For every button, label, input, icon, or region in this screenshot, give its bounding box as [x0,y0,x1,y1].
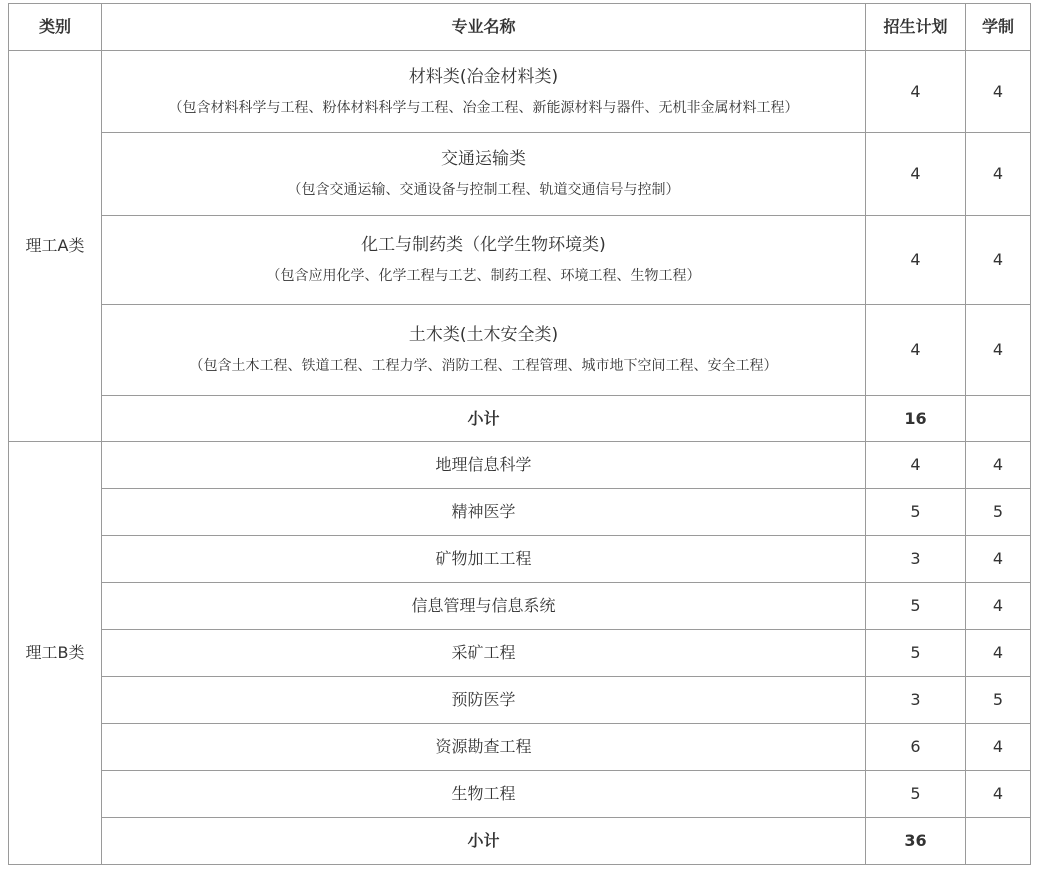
table-row [9,489,1031,536]
header-years: 学制 [966,4,1031,51]
major-name: 矿物加工工程 [102,536,866,583]
major-cell [102,51,866,133]
major-name: 土木类(土木安全类) [408,325,559,345]
header-category: 类别 [9,4,102,51]
major-name: 生物工程 [102,771,866,818]
major-name: 资源勘查工程 [102,724,866,771]
table-row [9,677,1031,724]
subtotal-years [966,396,1031,442]
years-cell: 4 [966,583,1031,630]
major-includes: （包含应用化学、化学工程与工艺、制药工程、环境工程、生物工程） [266,268,701,284]
years-cell: 5 [966,489,1031,536]
major-name: 交通运输类 [441,149,526,169]
table-row [9,51,1031,133]
subtotal-plan: 16 [866,396,966,442]
plan-cell: 4 [866,133,966,216]
admission-plan-table [8,3,1031,865]
plan-cell: 5 [866,489,966,536]
header-major: 专业名称 [102,4,866,51]
plan-cell: 4 [866,51,966,133]
years-cell: 4 [966,771,1031,818]
years-cell: 4 [966,442,1031,489]
major-name: 材料类(冶金材料类) [408,66,559,87]
subtotal-label: 小计 [102,818,866,865]
major-cell [102,133,866,216]
category-cell: 理工A类 [9,51,102,442]
table-row [9,724,1031,771]
subtotal-plan: 36 [866,818,966,865]
major-cell [102,305,866,396]
table-row [9,133,1031,216]
table-row [9,305,1031,396]
table-row [9,583,1031,630]
header-plan: 招生计划 [866,4,966,51]
major-cell [102,216,866,305]
plan-cell: 6 [866,724,966,771]
major-includes: （包含材料科学与工程、粉体材料科学与工程、冶金工程、新能源材料与器件、无机非金属材料工程） [168,99,799,116]
years-cell: 5 [966,677,1031,724]
plan-cell: 5 [866,583,966,630]
plan-cell: 4 [866,305,966,396]
major-includes: （包含土木工程、铁道工程、工程力学、消防工程、工程管理、城市地下空间工程、安全工程） [189,358,778,374]
plan-cell: 3 [866,677,966,724]
years-cell: 4 [966,305,1031,396]
major-name: 精神医学 [102,489,866,536]
years-cell: 4 [966,51,1031,133]
table-row [9,630,1031,677]
major-name: 预防医学 [102,677,866,724]
major-name: 采矿工程 [102,630,866,677]
subtotal-years [966,818,1031,865]
years-cell: 4 [966,536,1031,583]
years-cell: 4 [966,724,1031,771]
major-includes: （包含交通运输、交通设备与控制工程、轨道交通信号与控制） [287,182,680,198]
major-name: 地理信息科学 [102,442,866,489]
header-row [9,4,1031,51]
subtotal-label: 小计 [102,396,866,442]
years-cell: 4 [966,133,1031,216]
plan-cell: 3 [866,536,966,583]
subtotal-row [9,396,1031,442]
table-row [9,216,1031,305]
years-cell: 4 [966,216,1031,305]
major-name: 化工与制药类（化学生物环境类) [361,235,606,255]
category-cell: 理工B类 [9,442,102,865]
plan-cell: 5 [866,771,966,818]
subtotal-row [9,818,1031,865]
table-row [9,771,1031,818]
plan-cell: 4 [866,442,966,489]
plan-cell: 5 [866,630,966,677]
major-name: 信息管理与信息系统 [102,583,866,630]
table-row [9,442,1031,489]
years-cell: 4 [966,630,1031,677]
plan-cell: 4 [866,216,966,305]
table-row [9,536,1031,583]
